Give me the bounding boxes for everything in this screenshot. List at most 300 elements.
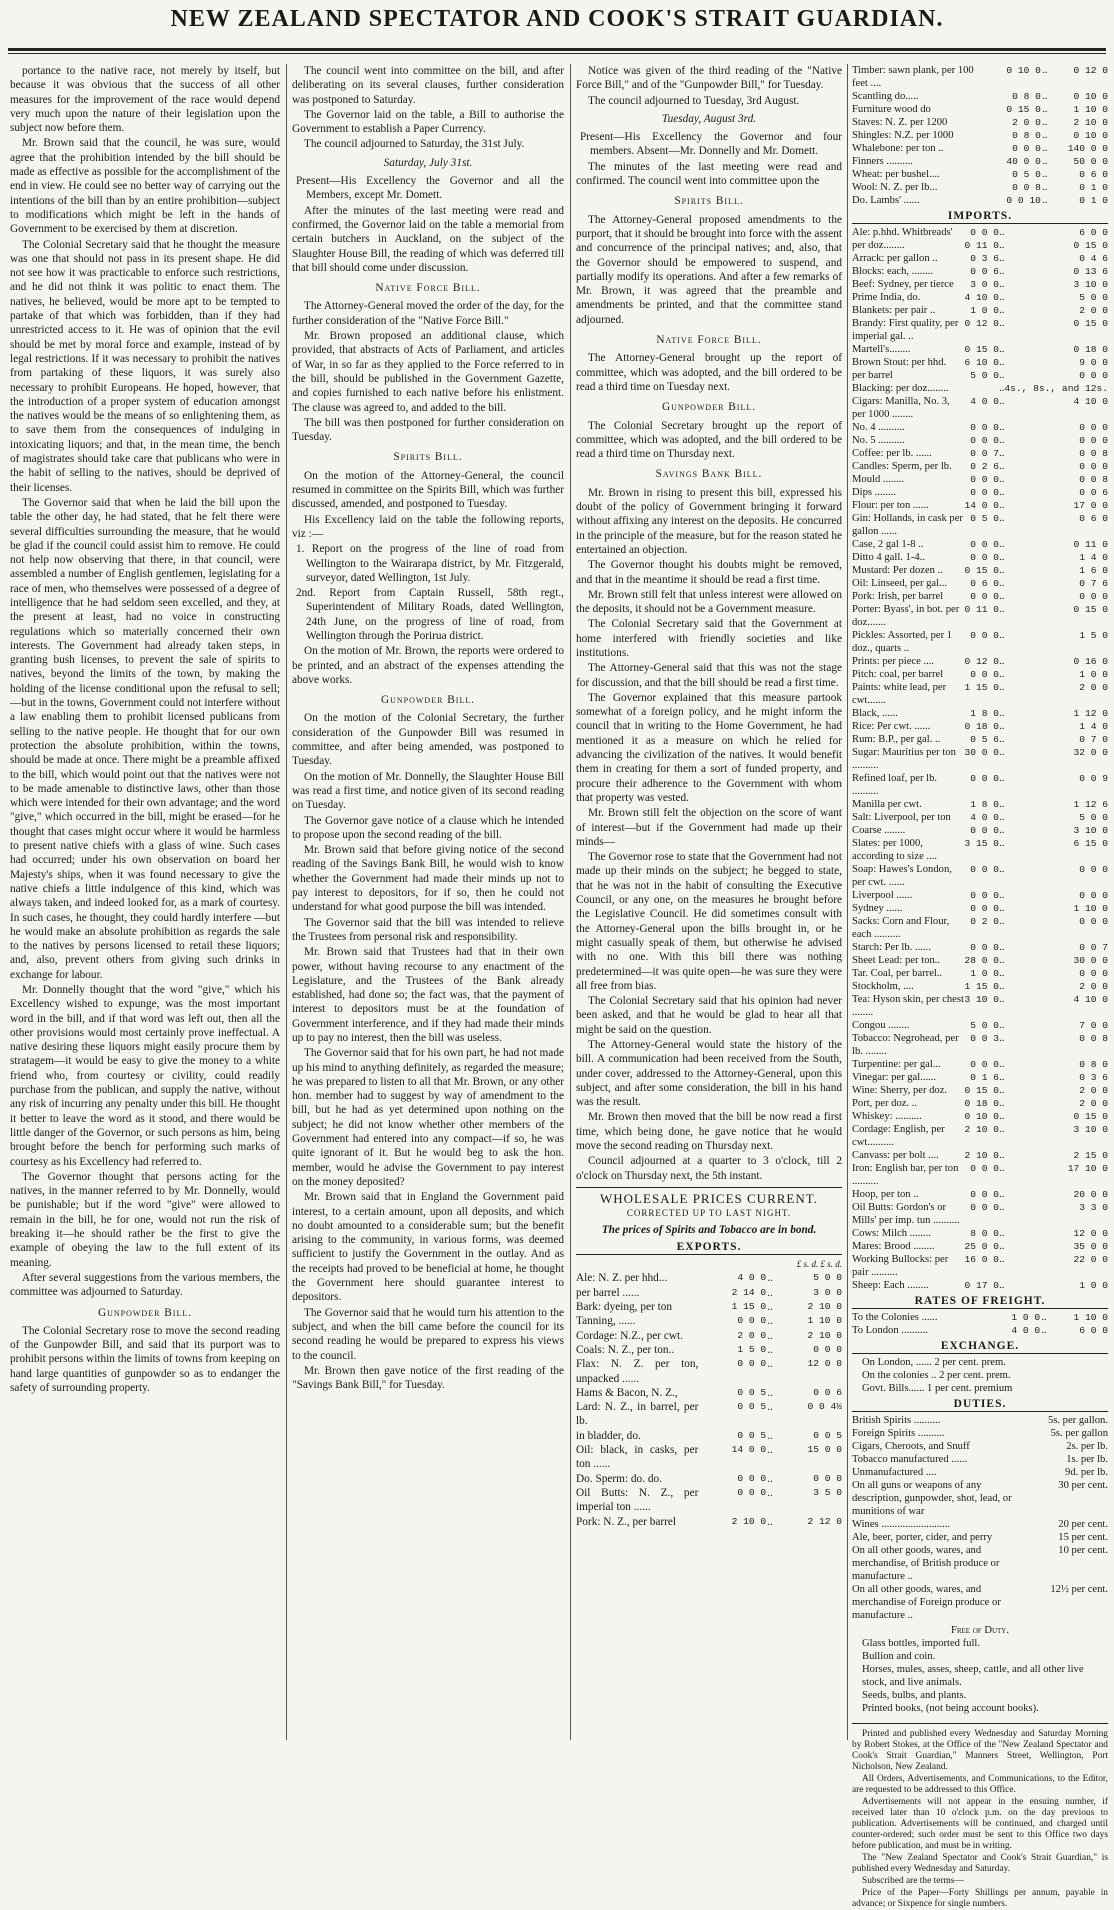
paragraph: Mr. Brown still felt that unless interest were allowed on the deposits, it should not be a Government measure.: [576, 588, 842, 616]
price-separator: ..: [999, 825, 1005, 836]
paragraph: The Governor laid on the table, a Bill to authorise the Government to establish a Paper Currency.: [292, 108, 564, 136]
price-separator: ..: [999, 864, 1005, 875]
price-high: 0 13 6: [1073, 266, 1108, 277]
price-high: 1 4 0: [1079, 721, 1108, 732]
free-of-duty-heading: Free of Duty.: [950, 1625, 1010, 1636]
price-high: 2 0 0: [1079, 1098, 1108, 1109]
section-heading: Spirits Bill.: [393, 451, 463, 464]
price-low: 0 10 0: [964, 1111, 1000, 1122]
commodity-name: Cordage: N.Z., per cwt.: [576, 1329, 683, 1342]
paragraph: Mr. Brown still felt the objection on the score of want of interest—but if the Government had made up their minds—: [576, 807, 842, 848]
duty-item: Cigars, Cheroots, and Snuff: [852, 1441, 970, 1452]
commodity-name: Wine: Sherry, per doz.: [852, 1085, 948, 1096]
exports-table: [576, 1271, 842, 1528]
price-row: [852, 603, 1108, 629]
paragraph: Mr. Brown said that in England the Government paid interest, to a certain amount, upon all deposits, and which no doubt amounted to a considerable sum; but the benefit arising to the community, in various forms, was deemed sufficient to justify the Government in the outlay. And as the receipts had proved to be beneficial at home, he thought the Government here should guarantee interest to depositors.: [292, 1191, 564, 1304]
price-row: [852, 863, 1108, 889]
price-row: [852, 577, 1108, 590]
commodity-name: Congou ........: [852, 1020, 910, 1031]
price-high: 17 0 0: [1073, 500, 1108, 511]
price-separator: ..: [999, 669, 1005, 680]
exchange-list: [852, 1356, 1108, 1395]
price-low: 0 15 0: [964, 344, 1000, 355]
price-row: [852, 116, 1108, 129]
commodity-name: Stockholm, ....: [852, 981, 914, 992]
price-low: 0 0 0: [970, 864, 1000, 875]
commodity-name: Sydney ......: [852, 903, 903, 914]
paragraph: The Attorney-General moved the order of the day, for the further consideration of the "Native Force Bill.": [292, 300, 564, 327]
exchange-heading: EXCHANGE.: [852, 1340, 1108, 1354]
price-separator: ..: [999, 1020, 1005, 1031]
paragraph: The Attorney-General would state the history of the bill. A communication had been received from the South, under cover, addressed to the Attorney-General, upon this subject, and after some consideration, the bill in his hand was the result.: [576, 1039, 842, 1109]
price-low: 0 18 0: [964, 1098, 1000, 1109]
price-low: 6 10 0: [964, 357, 1000, 368]
duty-rate: 30 per cent.: [1058, 1480, 1108, 1491]
duty-rate: 9d. per lb.: [1065, 1467, 1108, 1478]
price-row: [852, 142, 1108, 155]
price-high: 0 7 6: [1079, 578, 1108, 589]
price-separator: ..: [767, 1515, 773, 1528]
commodity-name: Oil: Linseed, per gal...: [852, 578, 948, 589]
price-low: 28 0 0: [964, 955, 1000, 966]
price-row: [852, 1253, 1108, 1279]
commodity-name: To London ..........: [852, 1325, 928, 1336]
freight-heading: RATES OF FREIGHT.: [852, 1295, 1108, 1309]
price-row: [852, 486, 1108, 499]
column-1: [10, 64, 280, 1740]
commodity-name: Coffee: per lb. ......: [852, 448, 932, 459]
price-low: 0 12 0: [964, 318, 1000, 329]
price-high: 0 16 0: [1073, 656, 1108, 667]
price-separator: ..: [999, 994, 1005, 1005]
price-row: [852, 668, 1108, 681]
commodity-name: Blocks: each, ........: [852, 266, 933, 277]
price-row: [852, 1084, 1108, 1097]
price-row: [852, 889, 1108, 902]
price-separator: ..: [1041, 1312, 1047, 1323]
price-high: 0 0 0: [1079, 916, 1108, 927]
commodity-name: Tea: Hyson skin, per chest ........: [852, 994, 964, 1018]
price-row: [852, 1123, 1108, 1149]
price-low: 0 0 0: [970, 669, 1000, 680]
paragraph: On the motion of the Colonial Secretary, the further consideration of the Gunpowder Bill was resumed in committee, and after being amended, was postponed to Tuesday.: [292, 712, 564, 768]
price-separator: ..: [999, 565, 1005, 576]
price-separator: ..: [767, 1386, 773, 1399]
price-low: 0 0 7: [970, 448, 1000, 459]
section-heading: Savings Bank Bill.: [655, 468, 763, 481]
paragraph-group: [292, 64, 564, 152]
price-high: 17 10 0: [1067, 1163, 1108, 1174]
prices-title: WHOLESALE PRICES CURRENT.: [576, 1187, 842, 1206]
commodity-name: Do. Sperm: do. do.: [576, 1472, 662, 1485]
price-separator: ..: [999, 461, 1005, 472]
commodity-name: Arrack: per gallon ..: [852, 253, 938, 264]
commodity-name: Pork: N. Z., per barrel: [576, 1515, 677, 1528]
price-high: 0 18 0: [1073, 344, 1108, 355]
price-row: [852, 824, 1108, 837]
paragraph: On the motion of Mr. Donnelly, the Slaughter House Bill was read a first time, and notice given of its second reading on Tuesday.: [292, 770, 564, 812]
price-separator: ..: [1042, 130, 1048, 141]
price-low: 0 0 0: [970, 630, 1000, 641]
price-separator: ..: [1042, 143, 1048, 154]
commodity-name: Oil: black, in casks, per ton ......: [576, 1444, 699, 1471]
price-low: 25 0 0: [964, 1241, 1000, 1252]
price-low: 0 0 5: [737, 1401, 767, 1413]
price-low: 0 0 8: [1012, 182, 1041, 193]
price-separator: ..: [767, 1429, 773, 1442]
price-separator: ..: [999, 903, 1005, 914]
price-high: 0 3 6: [1079, 1072, 1108, 1083]
imports-heading: IMPORTS.: [852, 210, 1108, 224]
price-high: 1 0 0: [1079, 1280, 1108, 1291]
price-high: 7 0 0: [1079, 1020, 1108, 1031]
section-heading: Gunpowder Bill.: [661, 401, 757, 414]
price-row: [576, 1515, 842, 1529]
commodity-name: Porter: Byass', in bot. per doz.......: [852, 604, 960, 628]
duty-item: Ale, beer, porter, cider, and perry: [852, 1532, 993, 1543]
commodity-name: Cigars: Manilla, No. 3, per 1000 ........: [852, 396, 950, 420]
session-date: Saturday, July 31st.: [383, 156, 473, 169]
price-high: 9 0 0: [1079, 357, 1108, 368]
price-row: [852, 473, 1108, 486]
price-separator: ..: [999, 578, 1005, 589]
price-row: [576, 1486, 842, 1515]
price-row: [852, 155, 1108, 168]
paragraph-group: [576, 64, 842, 108]
commodity-name: Rice: Per cwt. ......: [852, 721, 931, 732]
price-row: [852, 980, 1108, 993]
commodity-name: Flax: N. Z. per ton, unpacked ......: [576, 1358, 699, 1385]
price-low: 0 8 0: [1012, 130, 1041, 141]
price-separator: ..: [999, 1098, 1005, 1109]
price-separator: ..: [999, 448, 1005, 459]
price-high: 0 0 0: [1079, 370, 1108, 381]
commodity-name: Oil Butts: N. Z., per imperial ton ......: [576, 1486, 699, 1514]
price-high: 20 0 0: [1073, 1189, 1108, 1200]
commodity-name: Working Bullocks: per pair ..........: [852, 1254, 949, 1278]
price-high: 15 0 0: [807, 1444, 842, 1456]
column-divider: [847, 64, 848, 1740]
price-row: [852, 181, 1108, 194]
price-row: [852, 194, 1108, 207]
price-low: 0 0 0: [737, 1472, 767, 1484]
commodity-name: Scantling do.....: [852, 91, 919, 102]
price-row: [852, 538, 1108, 551]
price-row: [576, 1400, 842, 1429]
price-row: [852, 993, 1108, 1019]
section-heading: Gunpowder Bill.: [97, 1306, 193, 1319]
price-separator: ..: [999, 240, 1005, 251]
price-separator: ..: [1042, 195, 1048, 206]
price-separator: ..: [999, 435, 1005, 446]
commodity-name: Pickles: Assorted, per 1 doz., quarts ..: [852, 630, 953, 654]
price-separator: ..: [767, 1358, 773, 1371]
price-row: [852, 733, 1108, 746]
paragraph: On the motion of Mr. Brown, the reports were ordered to be printed, and an abstract of the expenses attending the above works.: [292, 645, 564, 686]
price-low: 2 0 0: [737, 1329, 767, 1341]
price-row: [852, 90, 1108, 103]
price-high: 0 11 0: [1073, 539, 1108, 550]
price-high: 0 10 0: [1073, 91, 1108, 102]
paragraph: The council went into committee on the bill, and after deliberating on its several clauses, further consideration was postponed to Saturday.: [292, 65, 564, 106]
price-low: 1 0 0: [970, 968, 1000, 979]
duty-row: [852, 1427, 1108, 1440]
commodity-name: Candles: Sperm, per lb.: [852, 461, 952, 472]
price-row: [576, 1286, 842, 1300]
price-row: [852, 447, 1108, 460]
price-low: 0 2 0: [970, 916, 1000, 927]
paragraph: 1. Report on the progress of the line of road from Wellington to the Wairarapa district, by Mr. Fitzgerald, surveyor, dated Wellington, 1st July.: [296, 543, 564, 584]
free-of-duty-list: [852, 1637, 1108, 1715]
commodity-name: Oil Butts: Gordon's or Mills' per imp. tun ..........: [852, 1202, 960, 1226]
price-high: 0 15 0: [1073, 318, 1108, 329]
price-separator: ..: [999, 981, 1005, 992]
paragraph: Subscribed are the terms—: [862, 1876, 964, 1886]
price-row: [852, 395, 1108, 421]
price-row: [852, 1324, 1108, 1337]
currency-header: £ s. d. £ s. d.: [796, 1259, 842, 1270]
commodity-name: Slates: per 1000, according to size ....: [852, 838, 938, 862]
commodity-name: Coals: N. Z., per ton..: [576, 1343, 675, 1356]
commodity-name: Hoop, per ton ..: [852, 1189, 919, 1200]
price-high: 3 0 0: [813, 1286, 842, 1298]
price-low: 4 0 0: [737, 1272, 767, 1284]
price-row: [852, 707, 1108, 720]
price-low: 1 8 0: [970, 799, 1000, 810]
price-low: 0 5 6: [970, 734, 1000, 745]
paragraph: The Attorney-General proposed amendments to the purport, that it should be brought into force with the assent and concurrence of the principal natives; and, also, that the Governor should be empowered to suspend, and partially modify its operations. And after a few remarks of Mr. Brown, it was agreed that the preamble and amendments be printed, and that the committee stand adjourned.: [576, 213, 842, 326]
price-separator: ..: [999, 513, 1005, 524]
commodity-name: Cordage: English, per cwt..........: [852, 1124, 945, 1148]
price-row: [852, 512, 1108, 538]
price-high: 0 0 9: [1079, 773, 1108, 784]
price-separator: ..: [1041, 1325, 1047, 1336]
price-high: 1 12 6: [1073, 799, 1108, 810]
price-low: 0 0 0: [970, 1202, 1000, 1213]
price-separator: ..: [999, 396, 1005, 407]
price-separator: ..: [999, 747, 1005, 758]
duty-item: On all other goods, wares, and merchandise, of British produce or manufacture ..: [852, 1545, 1000, 1582]
price-separator: ..: [999, 552, 1005, 563]
price-separator: ..: [999, 630, 1005, 641]
duty-rate: 2s. per lb.: [1066, 1441, 1108, 1452]
price-high: 0 1 0: [1079, 195, 1108, 206]
duty-item: Wines ..........................: [852, 1519, 951, 1530]
price-row: [576, 1443, 842, 1472]
price-high: 5 0 0: [1079, 292, 1108, 303]
paragraph: The Colonial Secretary brought up the report of committee, which was adopted, and the bill ordered to be read a third time on Thursday next.: [576, 419, 842, 461]
price-row: [852, 655, 1108, 668]
attendance: Present—His Excellency the Governor and all the Members, except Mr. Domett.: [296, 175, 564, 202]
commodity-name: Dips ........: [852, 487, 896, 498]
price-separator: ..: [999, 1111, 1005, 1122]
duty-item: Foreign Spirits ..........: [852, 1428, 945, 1439]
price-separator: ..: [999, 591, 1005, 602]
paragraph: The Colonial Secretary said that the Government at home interfered with friendly societies and like institutions.: [576, 618, 842, 659]
price-row: [576, 1300, 842, 1314]
commodity-name: Whalebone: per ton ..: [852, 143, 944, 154]
paragraph: Council adjourned at a quarter to 3 o'clock, till 2 o'clock on Thursday next, the 5th instant.: [576, 1155, 842, 1182]
list-item: Seeds, bulbs, and plants.: [862, 1690, 967, 1701]
commodity-name: Do. Lambs' ......: [852, 195, 920, 206]
paragraph: The Colonial Secretary said that his opinion had never been asked, and that he would be glad to hear all that might be said on the question.: [576, 995, 842, 1036]
price-low: 2 14 0: [731, 1286, 767, 1298]
price-low: 8 0 0: [970, 1228, 1000, 1239]
price-separator: ..: [999, 1085, 1005, 1096]
duty-item: On all other goods, wares, and merchandise of Foreign produce or manufacture ..: [852, 1584, 1001, 1621]
price-row: [852, 1110, 1108, 1123]
price-row: [852, 278, 1108, 291]
price-separator: ..: [999, 916, 1005, 927]
price-high: 12 0 0: [1073, 1228, 1108, 1239]
price-row: [852, 720, 1108, 733]
price-row: [852, 421, 1108, 434]
paragraph-group: [576, 351, 842, 394]
commodity-name: Salt: Liverpool, per ton: [852, 812, 951, 823]
commodity-name: Prints: per piece ....: [852, 656, 935, 667]
price-high: 4 10 0: [1073, 994, 1108, 1005]
price-row: [576, 1343, 842, 1357]
commodity-name: Soap: Hawes's London, per cwt. ......: [852, 864, 952, 888]
column-4: [852, 64, 1108, 1909]
commodity-name: Ditto 4 gall. 1-4..: [852, 552, 925, 563]
commodity-name: Ale: p.hhd. Whitbreads': [852, 227, 953, 238]
price-low: 2 0 0: [1012, 117, 1041, 128]
paragraph: On the motion of the Attorney-General, the council resumed in committee on the Spirits Bill, which was further discussed, amended, and postponed to Tuesday.: [292, 469, 564, 511]
commodity-name: Staves: N. Z. per 1200: [852, 117, 948, 128]
price-separator: ..: [999, 227, 1005, 238]
commodity-name: Tar. Coal, per barrel..: [852, 968, 943, 979]
price-low: 0 15 0: [964, 565, 1000, 576]
price-high: 1 4 0: [1079, 552, 1108, 563]
price-high: 0 0 8: [1079, 1033, 1108, 1044]
masthead-rule: [8, 48, 1106, 51]
price-separator: ..: [999, 474, 1005, 485]
commodity-name: Lard: N. Z., in barrel, per lb.: [576, 1401, 699, 1428]
price-low: 0 0 10: [1006, 195, 1041, 206]
price-low: 4 10 0: [964, 292, 1000, 303]
price-low: 0 0 0: [737, 1486, 767, 1498]
commodity-name: Mustard: Per dozen ..: [852, 565, 943, 576]
price-row: [576, 1472, 842, 1486]
price-low: 0 0 0: [970, 539, 1000, 550]
price-separator: ..: [767, 1329, 773, 1342]
price-high: 0 0 0: [1079, 591, 1108, 602]
price-high: 0 0 0: [1079, 422, 1108, 433]
price-row: [852, 460, 1108, 473]
price-low: 0 17 0: [964, 1280, 1000, 1291]
price-separator: ..: [999, 1033, 1005, 1044]
price-row: [852, 1032, 1108, 1058]
duty-rate: 5s. per gallon.: [1047, 1415, 1108, 1426]
session-date: Tuesday, August 3rd.: [661, 112, 757, 125]
price-row: [852, 1058, 1108, 1071]
commodity-name: per doz........: [852, 240, 905, 251]
commodity-name: Brown Stout: per hhd.: [852, 357, 947, 368]
price-low: 2 10 0: [964, 1124, 1000, 1135]
price-row: [852, 1227, 1108, 1240]
price-low: 4 0 0: [970, 812, 1000, 823]
price-row: [852, 915, 1108, 941]
price-separator: ..: [767, 1444, 773, 1457]
commodity-name: Starch: Per lb. ......: [852, 942, 931, 953]
list-item: Glass bottles, imported full.: [862, 1638, 980, 1649]
price-low: 0 0 0: [737, 1315, 767, 1327]
price-separator: ..: [767, 1272, 773, 1285]
imports-table: [852, 226, 1108, 1292]
price-low: 0 0 0: [970, 903, 1000, 914]
commodity-name: Sheet Lead: per ton..: [852, 955, 940, 966]
price-row: [852, 811, 1108, 824]
price-high: 140 0 0: [1067, 143, 1108, 154]
price-low: 40 0 0: [1006, 156, 1041, 167]
price-row: [852, 681, 1108, 707]
price-low: 0 0 0: [970, 435, 1000, 446]
duty-row: [852, 1583, 1108, 1622]
price-high: 5 0 0: [1079, 812, 1108, 823]
price-low: 0 5 0: [970, 513, 1000, 524]
price-low: 0 0 0: [970, 227, 1000, 238]
price-high: 6 0 0: [1079, 1325, 1108, 1336]
price-row: [852, 239, 1108, 252]
price-low: 16 0 0: [964, 1254, 1000, 1265]
paragraph: The council adjourned to Saturday, the 31st July.: [304, 138, 525, 151]
freight-table: [852, 1311, 1108, 1337]
price-low: 1 15 0: [964, 682, 1000, 693]
duty-row: [852, 1440, 1108, 1453]
price-high: 0 1 0: [1079, 182, 1108, 193]
price-high: 0 0 8: [1079, 448, 1108, 459]
commodity-name: Shingles: N.Z. per 1000: [852, 130, 954, 141]
price-separator: ..: [767, 1401, 773, 1414]
price-high: 0 0 0: [1079, 968, 1108, 979]
price-low: 1 15 0: [964, 981, 1000, 992]
section-heading: Native Force Bill.: [375, 282, 481, 295]
price-low: 0 0 0: [970, 942, 1000, 953]
price-low: 0 10 0: [1006, 65, 1041, 76]
paragraph: The Governor said that when he laid the bill upon the table the other day, he had stated, that he felt there were several difficulties surrounding the measure, that he would be glad if the council could assist him to remove. He could not help now observing that there, in that council, were assembled a number of English gentlemen, legislating for a race of men, who themselves were possessed of a degree of intelligence that he had seldom seen excelled, and they, at the present at least, had no voice in constructing regulations which so materially concerned their own interests. The Government had already taken steps, in granting bush licenses, to prevent the sale of spirits to natives, beyond the limits of the town, by making the holding of the license conditional upon the refusal to sell;—but in the towns, Government could not interfere without a law enabling them to prohibit licensed publicans from selling to the native people. He thought that for our own protection the absolute prohibition, within the towns, should be made at once. There might be a preamble affixed to the bill, which would point out that the natives were not to be made amenable to distinctive laws, other than those which were intended for their own advantage; and the word "give," which occurred in the bill, might be erased—for he thought that cases might occur where it would be harmless to present native chiefs with a glass of wine. Such cases had occurred; under his own observation on board her Majesty's ships, when it was found necessary to give the native chiefs a little indulgence of this kind, which was always taken, and indeed looked for, as a mark of courtesy. In such cases, he thought, they could hardly interfere —but he would make an absolute prohibition as regards the sale to the natives by persons licensed to retail these liquors; and, also, prevent others from giving such drinks in exchange for labour.: [10, 496, 280, 981]
commodity-name: No. 4 ..........: [852, 422, 905, 433]
price-separator: ..: [999, 604, 1005, 615]
price-high: 50 0 0: [1073, 156, 1108, 167]
commodity-name: Vinegar: per gal......: [852, 1072, 937, 1083]
price-row: [852, 382, 1108, 395]
price-high: 0 0 0: [813, 1472, 842, 1484]
price-row: [852, 304, 1108, 317]
commodity-name: Bark: dyeing, per ton: [576, 1301, 673, 1314]
price-separator: ..: [999, 370, 1005, 381]
price-low: 0 0 0: [970, 1163, 1000, 1174]
price-high: 0 0 5: [813, 1429, 842, 1441]
price-separator: ..: [999, 1150, 1005, 1161]
paragraph: The Governor said that he would turn his attention to the subject, and when the bill came before the council for its second reading he would be prepared to express his views to the council.: [292, 1306, 564, 1362]
duty-rate: 12½ per cent.: [1050, 1584, 1108, 1595]
price-high: 0 15 0: [1073, 240, 1108, 251]
duty-row: [852, 1518, 1108, 1531]
price-high: 0 8 0: [1079, 1059, 1108, 1070]
duty-row: [852, 1453, 1108, 1466]
paragraph: Mr. Brown then gave notice of the first reading of the "Savings Bank Bill," for Tuesday.: [292, 1364, 564, 1392]
price-high: 3 10 0: [1073, 279, 1108, 290]
paragraph: Mr. Brown in rising to present this bill, expressed his doubt of the policy of Government bringing it forward without affixing any interest on the deposits. He concurred in the principle of the measure, but for the reason stated he entertained an objection.: [576, 486, 842, 556]
price-low: 0 0 0: [970, 487, 1000, 498]
price-high: 1 10 0: [1073, 104, 1108, 115]
price-high: 12 0 0: [807, 1358, 842, 1370]
paragraph: The council adjourned to Tuesday, 3rd August.: [588, 94, 800, 107]
list-item: On the colonies .. 2 per cent. prem.: [862, 1370, 1011, 1381]
price-row: [852, 837, 1108, 863]
paragraph: All Orders, Advertisements, and Communications, to the Editor, are requested to be addressed to this Office.: [852, 1774, 1108, 1795]
